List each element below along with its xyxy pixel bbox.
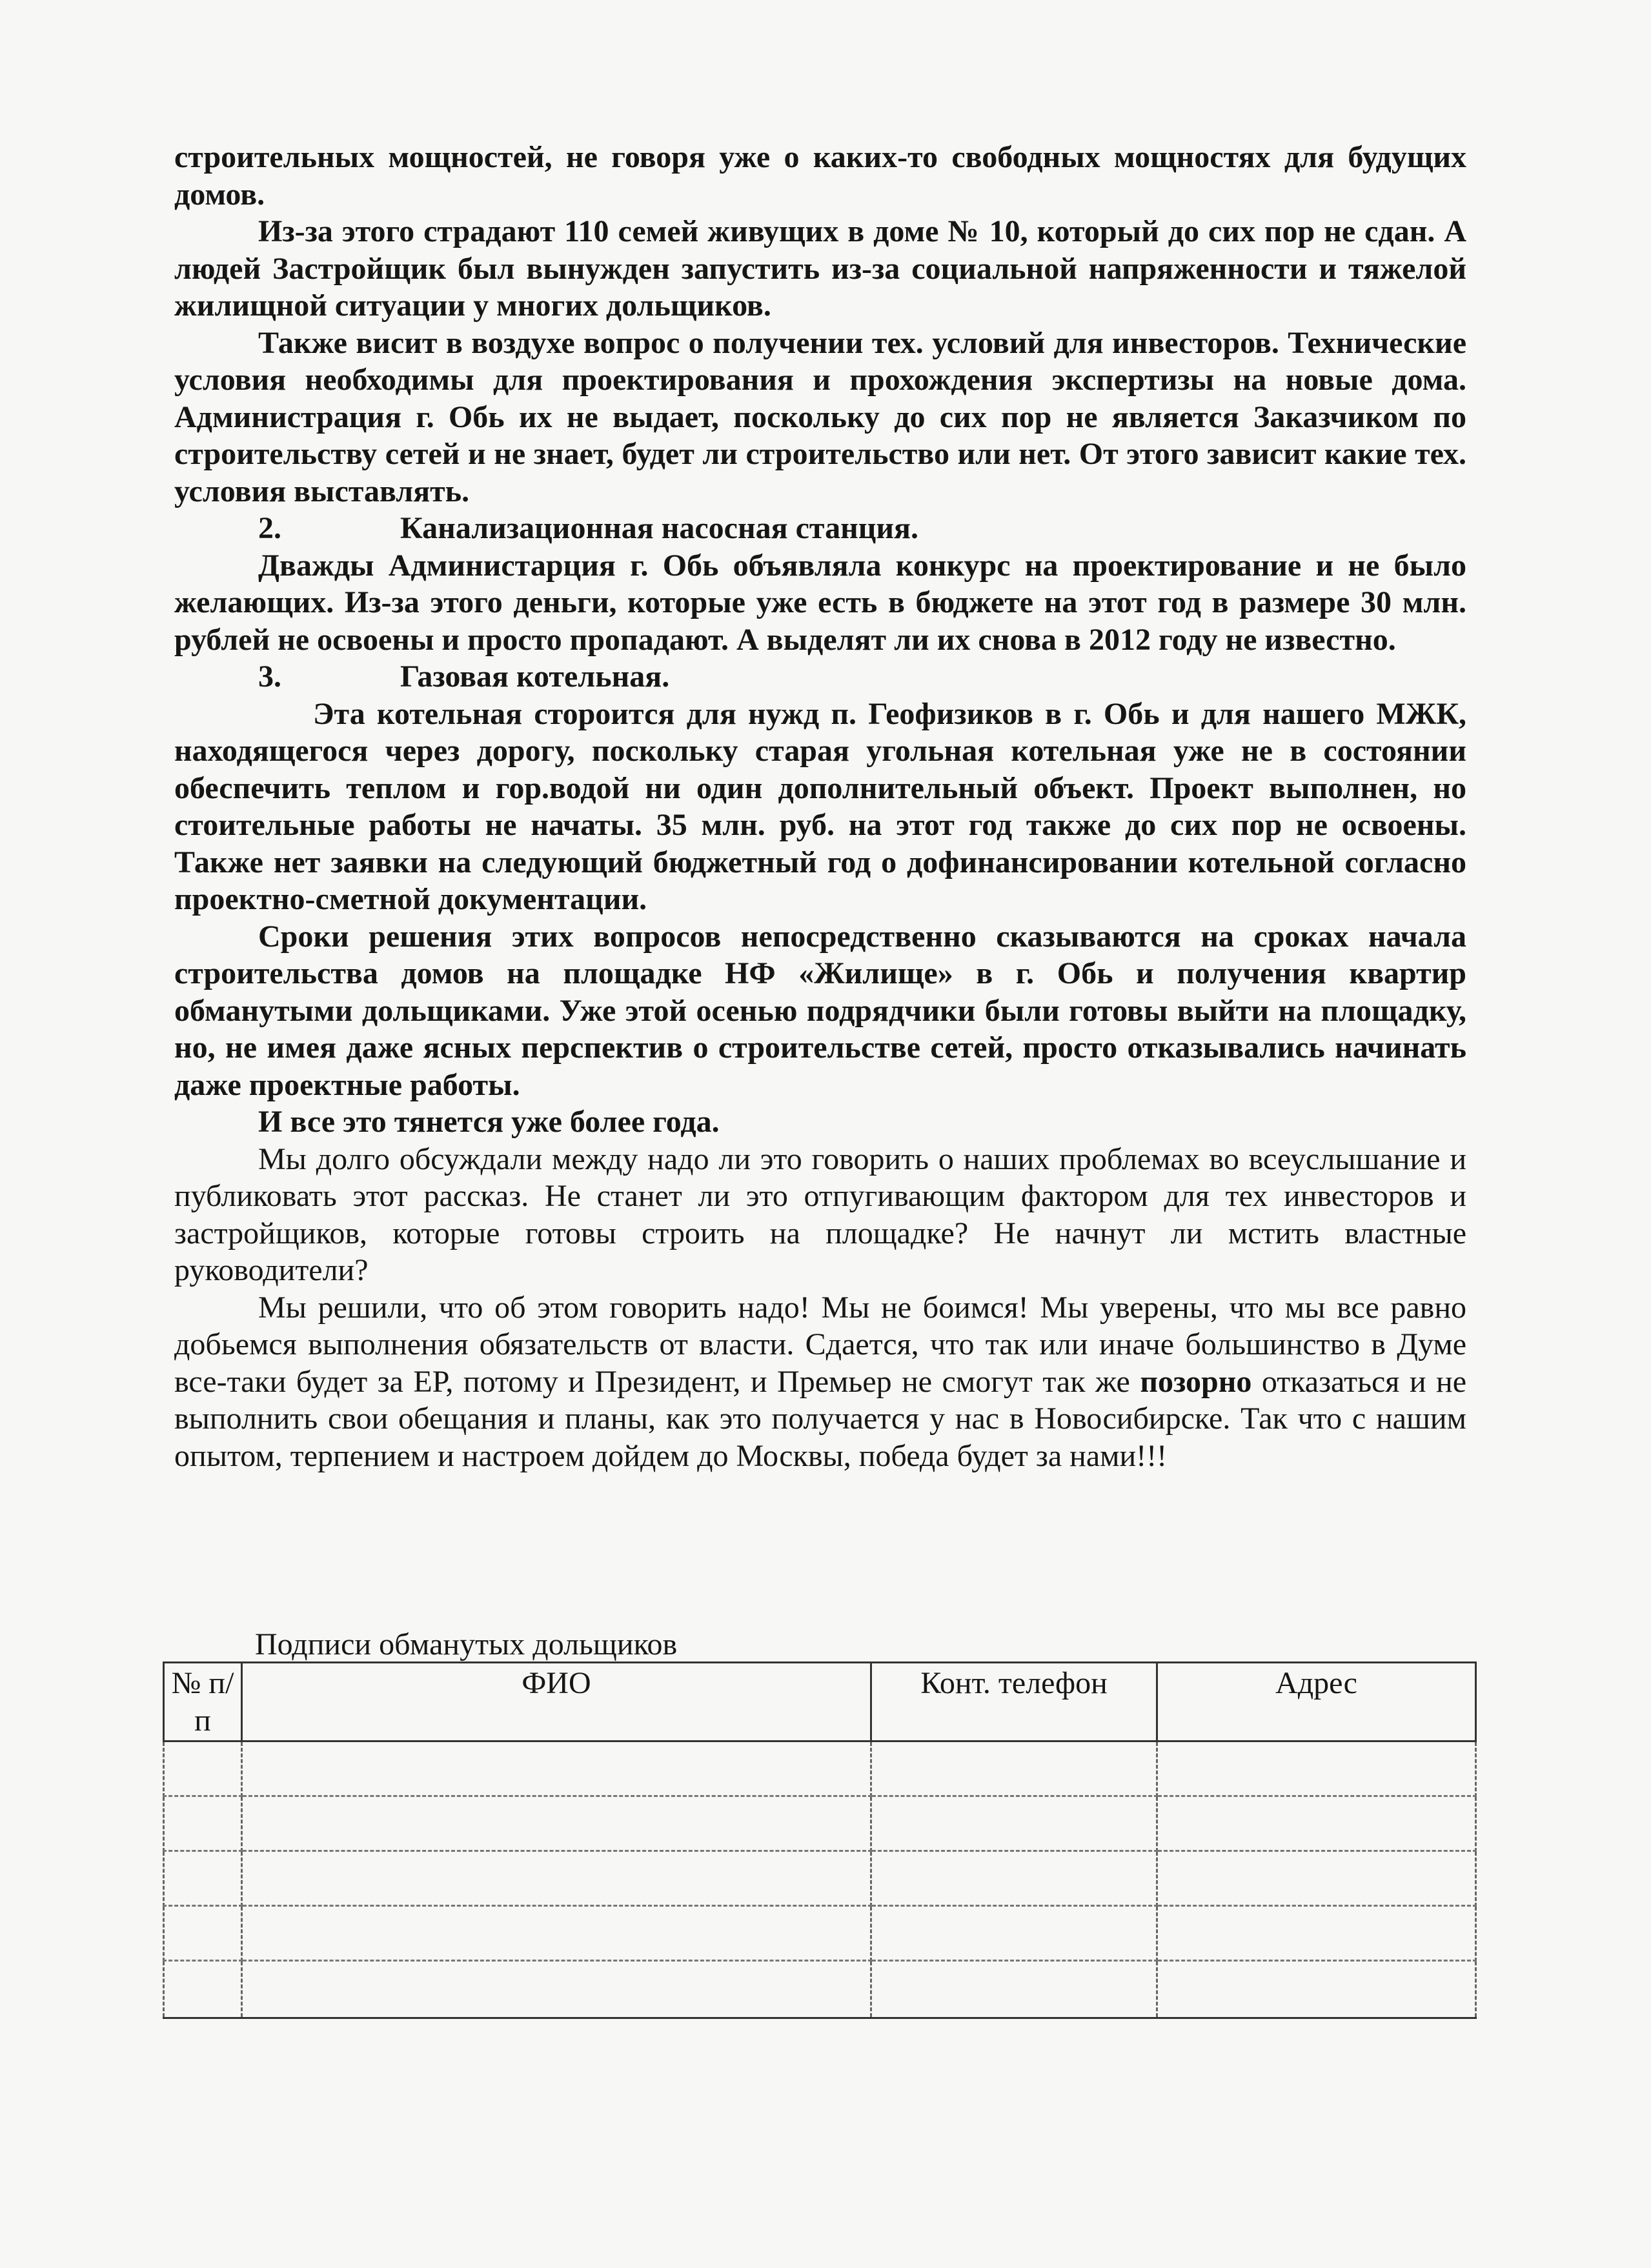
table-cell bbox=[871, 1741, 1157, 1796]
document-body bbox=[174, 139, 1466, 1474]
table-cell bbox=[164, 1796, 242, 1851]
signatures-caption: Подписи обманутых дольщиков bbox=[255, 1627, 678, 1661]
section-heading-2 bbox=[174, 510, 1466, 547]
paragraph: Также висит в воздухе вопрос о получении тех. условий для инвесторов. Технические условия необходимы для проектирования и прохождения экспертизы на новые дома. Администрация г. Обь их не выдает, поскольку до сих пор не является Заказчиком по строительству сетей и не знает, будет ли строительство или нет. От этого зависит какие тех. условия выставлять. bbox=[174, 325, 1466, 508]
table-cell bbox=[871, 1906, 1157, 1961]
final-text-before: Мы решили, что об этом говорить надо! Мы не боимся! Мы уверены, что мы все равно добьемся выполнения обязательств от власти. Сдается, что так или иначе большинство в Думе все-таки будет за ЕР, потому и Президент, и Премьер не смогут так же bbox=[174, 1290, 1466, 1399]
paragraph: строительных мощностей, не говоря уже о каких-то свободных мощностях для будущих домов. bbox=[174, 140, 1466, 212]
table-cell bbox=[871, 1961, 1157, 2018]
table-cell bbox=[164, 1851, 242, 1906]
table-cell bbox=[242, 1851, 871, 1906]
table-row bbox=[164, 1796, 1476, 1851]
section-number: 3. bbox=[258, 659, 281, 694]
header-fio: ФИО bbox=[242, 1663, 871, 1741]
header-phone: Конт. телефон bbox=[871, 1663, 1157, 1741]
table-cell bbox=[871, 1851, 1157, 1906]
final-text-after: отказаться и не выполнить свои обещания и планы, как это получается у нас в Новосибирске. Так что с нашим опытом, терпением и настроем дойдем до Москвы, победа будет за нами!!! bbox=[174, 1364, 1466, 1473]
paragraph: Эта котельная стороится для нужд п. Геофизиков в г. Обь и для нашего МЖК, находящегося через дорогу, поскольку старая угольная котельная уже не в состоянии обеспечить теплом и гор.водой ни один дополнительный объект. Проект выполнен, но стоительные работы не начаты. 35 млн. руб. на этот год также до сих пор не освоены. Также нет заявки на следующий бюджетный год о дофинансировании котельной согласно проектно-сметной документации. bbox=[174, 696, 1466, 916]
table-cell bbox=[871, 1796, 1157, 1851]
table-cell bbox=[164, 1741, 242, 1796]
header-address: Адрес bbox=[1157, 1663, 1476, 1741]
section-3-paragraphs bbox=[174, 696, 1466, 1289]
table-cell bbox=[164, 1961, 242, 2018]
paragraph: Дважды Администарция г. Обь объявляла конкурс на проектирование и не было желающих. Из-за этого деньги, которые уже есть в бюджете на этот год в размере 30 млн. рублей не освоены и просто пропадают. А выделят ли их снова в 2012 году не известно. bbox=[174, 548, 1466, 657]
final-paragraph bbox=[174, 1289, 1466, 1475]
table-cell bbox=[164, 1906, 242, 1961]
table-cell bbox=[242, 1741, 871, 1796]
section-number: 2. bbox=[258, 511, 281, 545]
table-cell bbox=[242, 1961, 871, 2018]
section-2-paragraphs bbox=[174, 547, 1466, 659]
table-cell bbox=[242, 1796, 871, 1851]
table-cell bbox=[1157, 1741, 1476, 1796]
header-number: № п/п bbox=[164, 1663, 242, 1741]
table-cell bbox=[242, 1906, 871, 1961]
table-row bbox=[164, 1851, 1476, 1906]
table-row bbox=[164, 1741, 1476, 1796]
table-cell bbox=[1157, 1851, 1476, 1906]
intro-paragraphs bbox=[174, 139, 1466, 510]
section-title: Газовая котельная. bbox=[400, 659, 670, 694]
section-title: Канализационная насосная станция. bbox=[400, 511, 919, 545]
final-text-bold: позорно bbox=[1140, 1364, 1252, 1399]
signatures-table bbox=[163, 1661, 1477, 2019]
paragraph: Из-за этого страдают 110 семей живущих в доме № 10, который до сих пор не сдан. А людей Застройщик был вынужден запустить из-за социальной напряженности и тяжелой жилищной ситуации у многих дольщиков. bbox=[174, 214, 1466, 323]
paragraph: Сроки решения этих вопросов непосредственно сказываются на сроках начала строительства домов на площадке НФ «Жилище» в г. Обь и получения квартир обманутыми дольщиками. Уже этой осенью подрядчики были готовы выйти на площадку, но, не имея даже ясных перспектив о строительстве сетей, просто отказывались начинать даже проектные работы. bbox=[174, 919, 1466, 1102]
table-row bbox=[164, 1906, 1476, 1961]
paragraph: И все это тянется уже более года. bbox=[258, 1105, 720, 1139]
table-cell bbox=[1157, 1796, 1476, 1851]
paragraph: Мы долго обсуждали между надо ли это говорить о наших проблемах во всеуслышание и публиковать этот рассказ. Не станет ли это отпугивающим фактором для тех инвесторов и застройщиков, которые готовы строить на площадке? Не начнут ли мстить властные руководители? bbox=[174, 1141, 1466, 1287]
table-row bbox=[164, 1961, 1476, 2018]
table-header-row bbox=[164, 1663, 1476, 1741]
signatures-rows bbox=[164, 1741, 1476, 2018]
section-heading-3 bbox=[174, 658, 1466, 696]
table-cell bbox=[1157, 1961, 1476, 2018]
table-cell bbox=[1157, 1906, 1476, 1961]
